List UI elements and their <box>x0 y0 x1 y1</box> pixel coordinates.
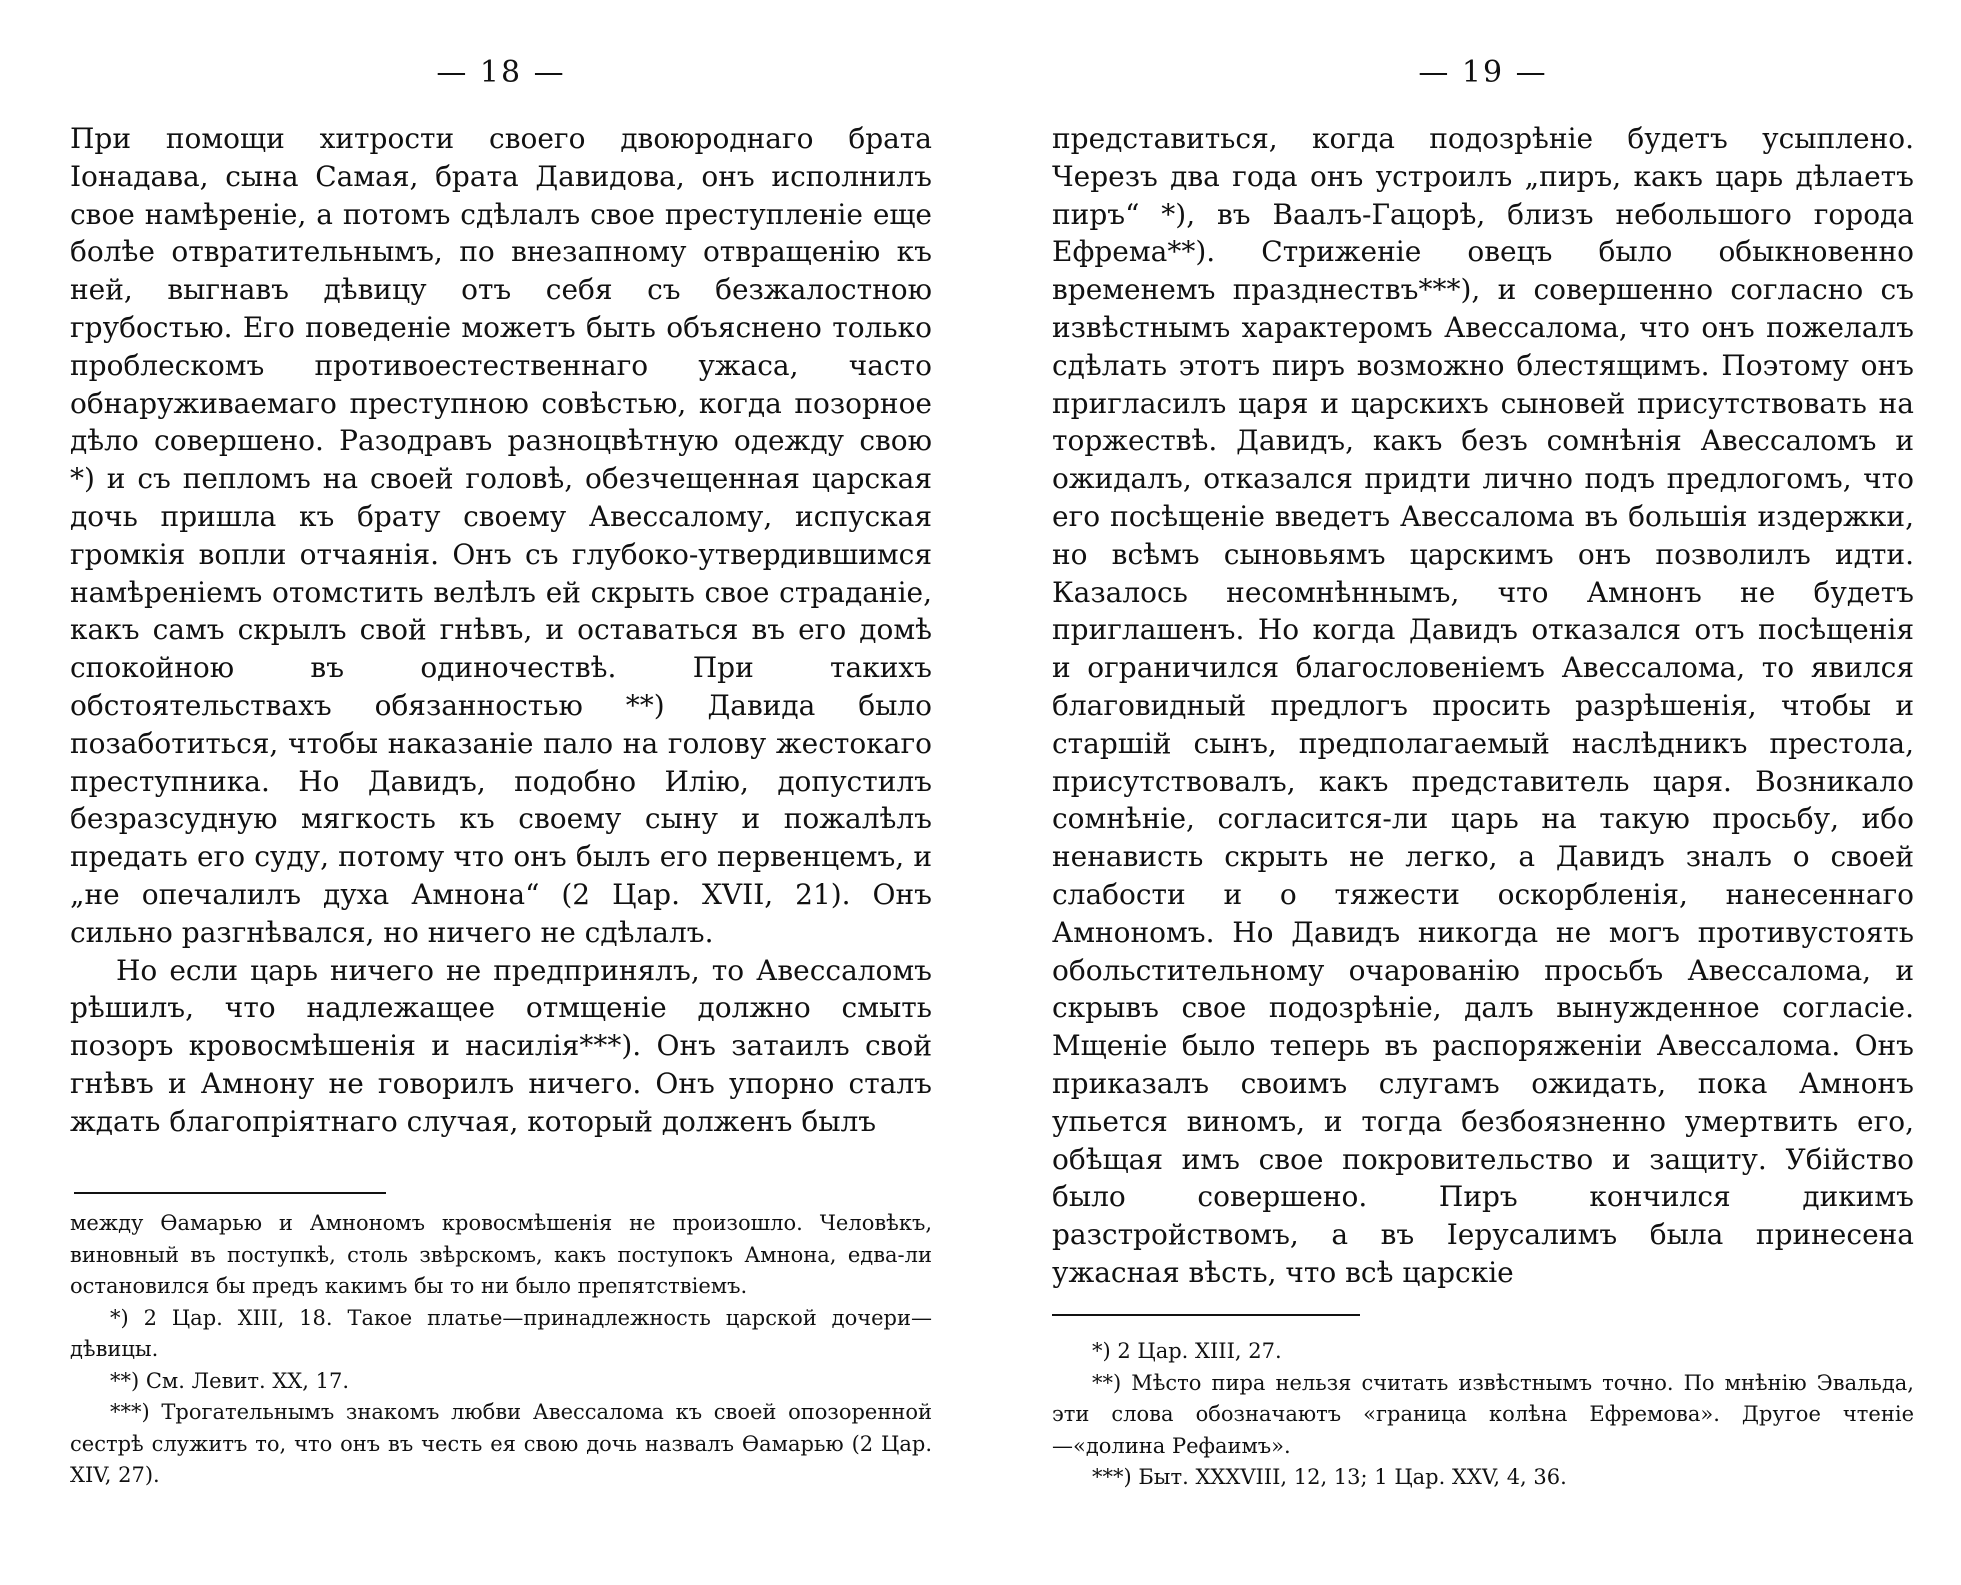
paragraph: При помощи хитрости своего двоюроднаго брата Іонадава, сына Самая, брата Давидова, онъ исполнилъ свое намѣреніе, а потомъ сдѣлалъ свое преступленіе еще болѣе отвратительнымъ, по внезапному отвращенію къ ней, выгнавъ дѣвицу отъ себя съ безжалостною грубостью. Его поведеніе можетъ быть объяснено только проблескомъ противоестественнаго ужаса, часто обнаруживаемаго преступною совѣстью, когда позорное дѣло совершено. Разодравъ разноцвѣтную одежду свою *) и съ пепломъ на своей головѣ, обезчещенная царская дочь пришла къ брату своему Авессалому, испуская громкія вопли отчаянія. Онъ съ глубоко-утвердившимся намѣреніемъ отомстить велѣлъ ей скрыть свое страданіе, какъ самъ скрылъ свой гнѣвъ, и оставаться въ его домѣ спокойною въ одиночествѣ. При такихъ обстоятельствахъ обязанностью **) Давида было позаботиться, чтобы наказаніе пало на голову жестокаго преступника. Но Давидъ, подобно Илію, допустилъ безразсудную мягкость къ своему сыну и пожалѣлъ предать его суду, потому что онъ былъ его первенцемъ, и „не опечалилъ духа Амнона“ (2 Цар. XVII, 21). Онъ сильно разгнѣвался, но ничего не сдѣлалъ. <box>70 122 932 949</box>
footnotes <box>1052 1336 1914 1494</box>
main-text <box>70 120 932 1141</box>
footnote: *) 2 Цар. XIII, 27. <box>1092 1339 1282 1363</box>
right-page <box>1052 0 1914 1585</box>
main-text <box>1052 120 1914 1292</box>
footnote: **) Мѣсто пира нельзя считать извѣстнымъ точно. По мнѣнію Эвальда, эти слова обозначаютъ «граница колѣна Ефремова». Другое чтеніе—«долина Рефаимъ». <box>1052 1370 1914 1458</box>
footnote: ***) Трогательнымъ знакомъ любви Авессалома къ своей опозоренной сестрѣ служитъ то, что онъ въ честь ея свою дочь назвалъ Ѳамарью (2 Цар. XIV, 27). <box>70 1400 932 1487</box>
paragraph: представиться, когда подозрѣніе будетъ усыплено. Черезъ два года онъ устроилъ „пиръ, какъ царь дѣлаетъ пиръ“ *), въ Ваалъ-Гацорѣ, близъ небольшого города Ефрема**). Стриженіе овецъ было обыкновенно временемъ празднествъ***), и совершенно согласно съ извѣстнымъ характеромъ Авессалома, что онъ пожелалъ сдѣлать этотъ пиръ возможно блестящимъ. Поэтому онъ пригласилъ царя и царскихъ сыновей присутствовать на торжествѣ. Давидъ, какъ безъ сомнѣнія Авессаломъ и ожидалъ, отказался придти лично подъ предлогомъ, что его посѣщеніе введетъ Авессалома въ большія издержки, но всѣмъ сыновьямъ царскимъ онъ позволилъ идти. Казалось несомнѣннымъ, что Амнонъ не будетъ приглашенъ. Но когда Давидъ отказался отъ посѣщенія и ограничился благословеніемъ Авессалома, то явился благовидный предлогъ просить разрѣшенія, чтобы и старшій сынъ, предполагаемый наслѣдникъ престола, присутствовалъ, какъ представитель царя. Возникало сомнѣніе, согласится-ли царь на такую просьбу, ибо ненависть скрыть не легко, а Давидъ зналъ о своей слабости и о тяжести оскорбленія, нанесеннаго Амнономъ. Но Давидъ никогда не могъ противустоять обольстительному очарованію просьбъ Авессалома, и скрывъ свое подозрѣніе, далъ вынужденное согласіе. Мщеніе было теперь въ распоряженіи Авессалома. Онъ приказалъ своимъ слугамъ ожидать, пока Амнонъ упьется виномъ, и тогда безбоязненно умертвить его, обѣщая имъ свое покровительство и защиту. Убійство было совершено. Пиръ кончился дикимъ разстройствомъ, а въ Іерусалимъ была принесена ужасная вѣсть, что всѣ царскіе <box>1052 122 1914 1289</box>
footnote: *) 2 Цар. XIII, 18. Такое платье—принадлежность царской дочери—дѣвицы. <box>70 1305 932 1361</box>
paragraph: Но если царь ничего не предпринялъ, то Авессаломъ рѣшилъ, что надлежащее отмщеніе должно смыть позоръ кровосмѣшенія и насилія***). Онъ затаилъ свой гнѣвъ и Амнону не говорилъ ничего. Онъ упорно сталъ ждать благопріятнаго случая, который долженъ былъ <box>70 953 932 1138</box>
footnote-rule <box>74 1192 386 1194</box>
page-number: — 18 — <box>436 55 566 90</box>
left-page <box>70 0 932 1585</box>
footnote: между Ѳамарью и Амнономъ кровосмѣшенія не произошло. Человѣкъ, виновный въ поступкѣ, столь звѣрскомъ, какъ поступокъ Амнона, едва-ли остановился бы предъ какимъ бы то ни было препятствіемъ. <box>70 1211 932 1298</box>
page-number: — 19 — <box>1418 55 1548 90</box>
footnote: ***) Быт. XXXVIII, 12, 13; 1 Цар. XXV, 4, 36. <box>1092 1465 1567 1489</box>
footnote-rule <box>1052 1314 1360 1316</box>
footnotes <box>70 1208 932 1492</box>
footnote: **) См. Левит. XX, 17. <box>110 1368 350 1393</box>
